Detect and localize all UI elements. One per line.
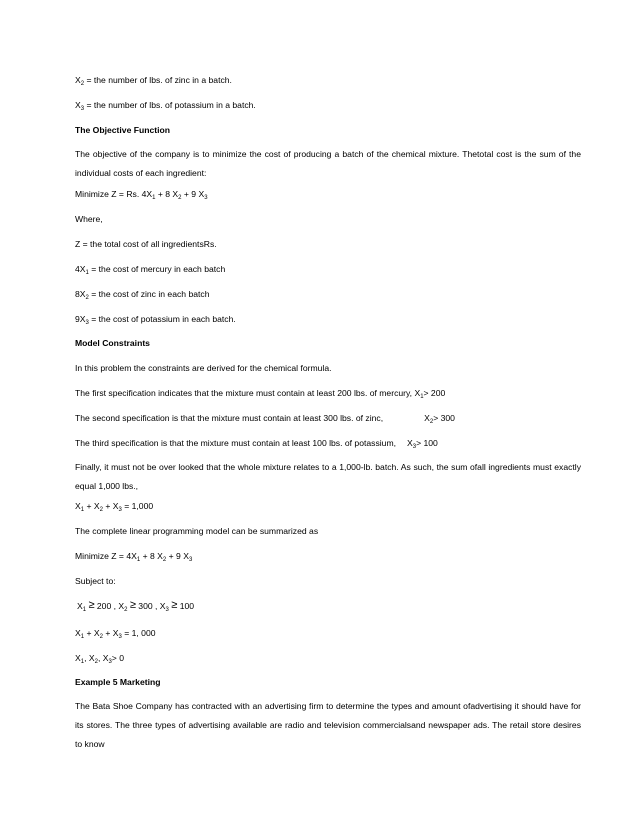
spec-mercury: The first specification indicates that the mixture must contain at least 200 lbs. of mercury, $X_1> 200$ — [75, 388, 446, 400]
z-definition: Z = the total cost of all ingredientsRs. — [75, 239, 217, 249]
heading-model-constraints: Model Constraints — [75, 338, 150, 348]
bata-paragraph: The Bata Shoe Company has contracted with an advertising firm to determine the types and amount ofadvertising it should have for its stores. The three types of advertising available are radio and television commercialsand newspaper ads. The retail store desires to know — [75, 701, 581, 749]
heading-objective-function: The Objective Function — [75, 125, 171, 135]
objective-paragraph: The objective of the company is to minimize the cost of producing a batch of the chemical mixture. Thetotal cost is the sum of the individual costs of each ingredient: — [75, 149, 581, 178]
complete-model-intro: The complete linear programming model can be summarized as — [75, 526, 319, 536]
minimize-equation-2: Minimize $Z = 4X_1 + 8$ $X_2 + 9$ $X_3$ — [75, 551, 193, 563]
sum-constraint-2: $X_1 + X_2 + X_3 = 1$, 000 — [75, 628, 156, 640]
cost-potassium: $9X_3$ = the cost of potassium in each batch. — [75, 314, 236, 326]
sum-constraint-1: $X_1 + X_2 + X_3 = 1,000$ — [75, 501, 154, 513]
minimize-equation-1: Minimize Z = Rs. $4X_1 + 8$ $X_2 + 9$ $X_3$ — [75, 189, 208, 201]
subject-to-label: Subject to: — [75, 576, 116, 586]
cost-mercury: $4X_1$ = the cost of mercury in each batch — [75, 264, 226, 276]
spec-zinc: The second specification is that the mixture must contain at least 300 lbs. of zinc, $X_2> 300$ — [75, 413, 455, 425]
where-label: Where, — [75, 214, 103, 224]
spec-potassium: The third specification is that the mixture must contain at least 100 lbs. of potassium, $X_3> 100$ — [75, 438, 438, 450]
inequality-constraints: $X_1 \ge 200$ , $X_2 \ge 300$ , $X_3 \ge 100$ — [77, 599, 195, 613]
heading-example-5: Example 5 Marketing — [75, 677, 161, 687]
x2-definition: $X_2$ = the number of lbs. of zinc in a batch. — [75, 75, 232, 87]
finally-paragraph: Finally, it must not be over looked that the whole mixture relates to a 1,000-lb. batch. As such, the sum ofall ingredients must exactly equal 1,000 lbs., — [75, 462, 581, 491]
constraints-intro: In this problem the constraints are derived for the chemical formula. — [75, 363, 332, 373]
non-negativity: $X_1$, $X_2$, $X_3> 0$ — [75, 653, 124, 665]
x3-definition: $X_3$ = the number of lbs. of potassium in a batch. — [75, 100, 256, 112]
cost-zinc: $8X_2$ = the cost of zinc in each batch — [75, 289, 210, 301]
